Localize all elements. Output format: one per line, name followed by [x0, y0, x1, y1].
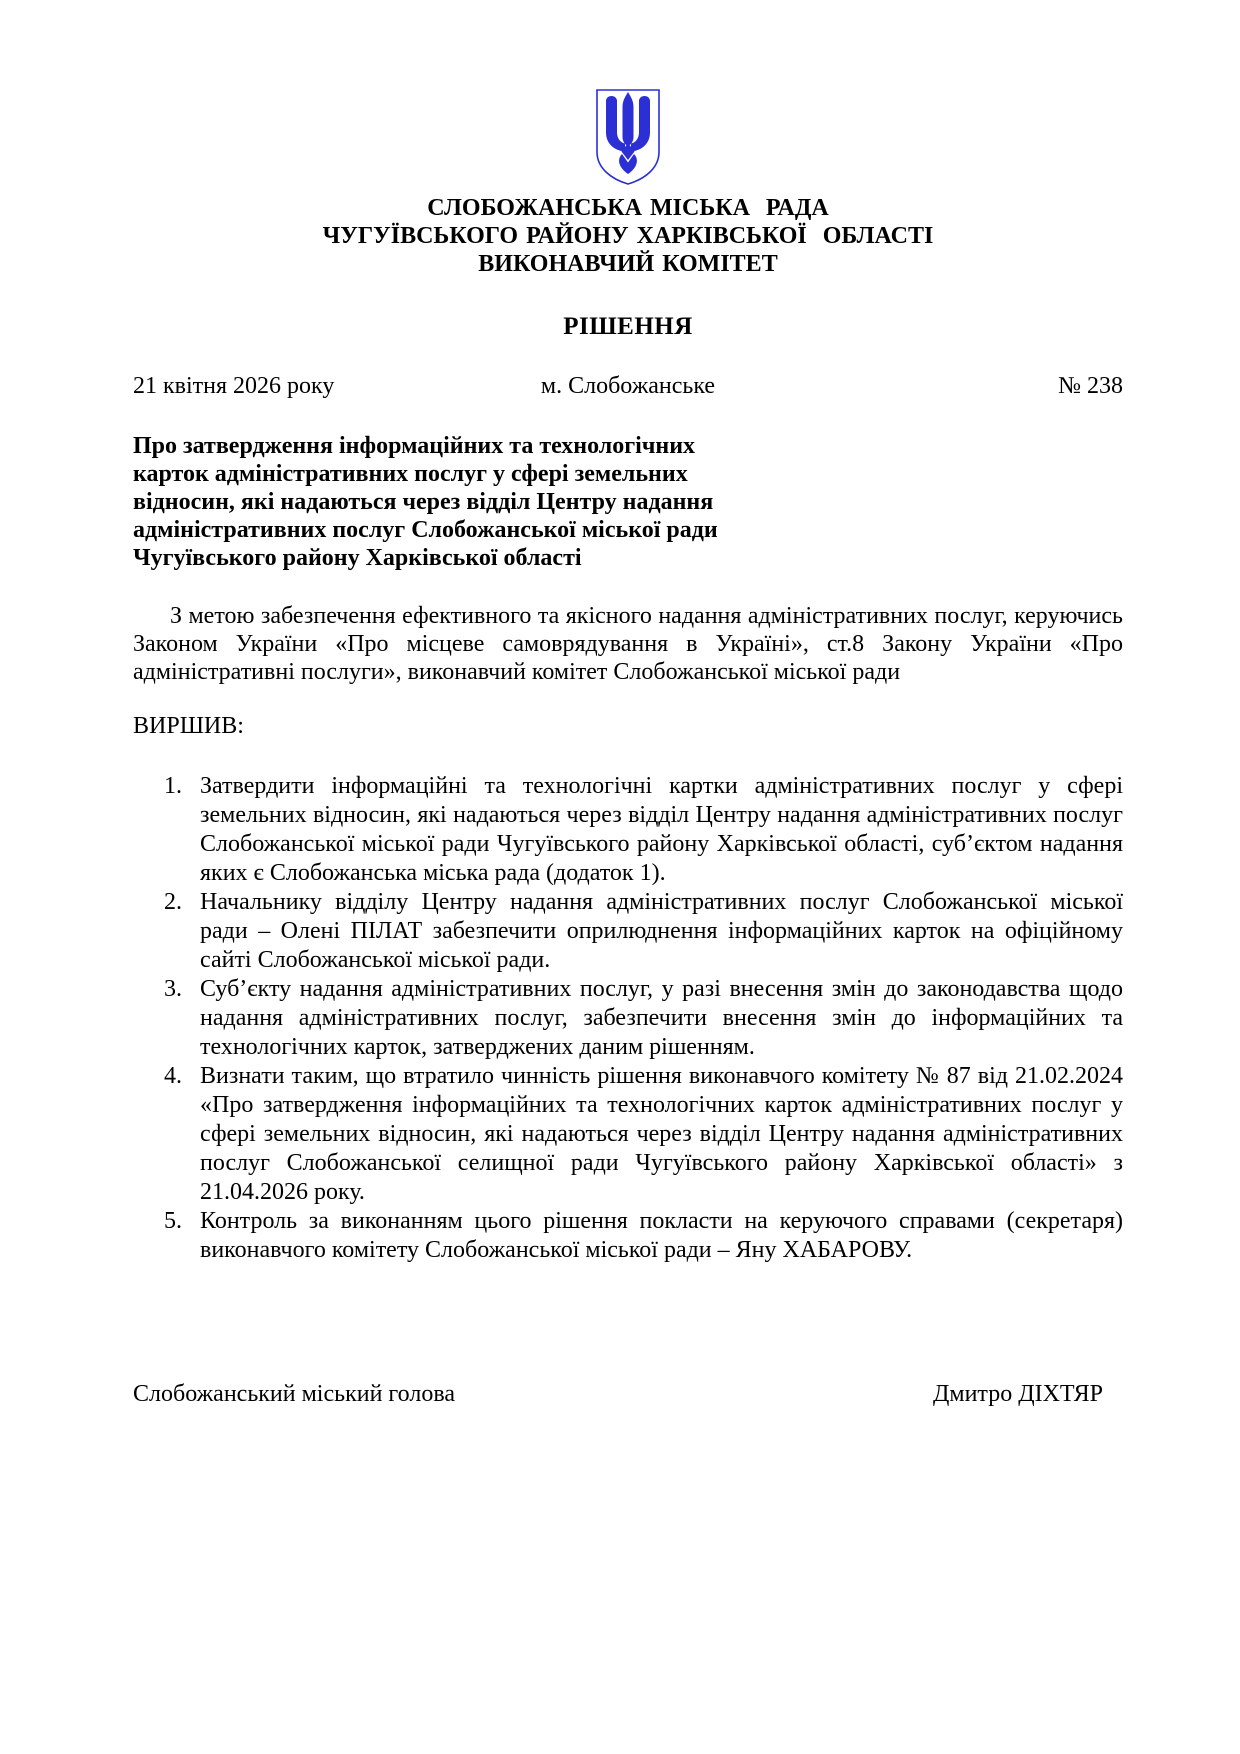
- subject-line: Чугуївського району Харківської області: [133, 545, 582, 571]
- org-name-line-3: ВИКОНАВЧИЙ КОМІТЕТ: [478, 251, 778, 277]
- subject-line: Про затвердження інформаційних та технологічних: [133, 433, 696, 459]
- org-name-line-2: ЧУГУЇВСЬКОГО РАЙОНУ ХАРКІВСЬКОЇ ОБЛАСТІ: [322, 223, 934, 249]
- document-date: 21 квітня 2026 року: [133, 373, 335, 399]
- document-type-title: РІШЕННЯ: [563, 313, 693, 340]
- resolution-item-4: Визнати таким, що втратило чинність рішення виконавчого комітету № 87 від 21.02.2024 «Про затвердження інформаційних та технологічних карток адміністративних послуг у сфері земельних відносин, які надаються через відділ Центру надання адміністративних послуг Слобожанської селищної ради Чугуївського району Харківської області» з 21.04.2026 року.: [200, 1063, 1123, 1205]
- document-meta-row: [133, 372, 1123, 400]
- resolution-list: [133, 772, 1123, 1265]
- org-name-line-1: СЛОБОЖАНСЬКА МІСЬКА РАДА: [427, 195, 829, 221]
- signature-title: Слобожанський міський голова: [133, 1381, 455, 1407]
- intro-paragraph: З метою забезпечення ефективного та якісного надання адміністративних послуг, керуючись Законом України «Про місцеве самоврядування в Україні», ст.8 Закону України «Про адміністративні послуги», виконавчий комітет Слобожанської міської ради: [133, 603, 1123, 685]
- signature-block: [133, 1380, 1123, 1408]
- signature-name: Дмитро ДІХТЯР: [933, 1381, 1103, 1407]
- subject-line: адміністративних послуг Слобожанської міської ради: [133, 517, 718, 543]
- document-header: [133, 88, 1123, 278]
- subject-line: карток адміністративних послуг у сфері земельних: [133, 461, 688, 487]
- resolution-item-1: Затвердити інформаційні та технологічні картки адміністративних послуг у сфері земельних відносин, які надаються через відділ Центру надання адміністративних послуг Слобожанської міської ради Чугуївського району Харківської області, суб’єктом надання яких є Слобожанська міська рада (додаток 1).: [200, 773, 1123, 886]
- subject-line: відносин, які надаються через відділ Центру надання: [133, 489, 714, 515]
- organization-name-block: [133, 194, 1123, 278]
- emblem-trident-shape: [606, 92, 650, 174]
- ukraine-tryzub-emblem-icon: [595, 88, 661, 186]
- resolved-label: ВИРШИВ:: [133, 713, 244, 739]
- document-number: № 238: [1058, 373, 1123, 399]
- document-subject-block: [133, 432, 1123, 572]
- resolution-item-2: Начальнику відділу Центру надання адміністративних послуг Слобожанської міської ради – Олені ПІЛАТ забезпечити оприлюднення інформаційних карток на офіційному сайті Слобожанської міської ради.: [200, 889, 1123, 973]
- resolution-item-5: Контроль за виконанням цього рішення покласти на керуючого справами (секретаря) виконавчого комітету Слобожанської міської ради – Яну ХАБАРОВУ.: [200, 1208, 1123, 1263]
- document-place: м. Слобожанське: [540, 373, 716, 399]
- resolution-item-3: Суб’єкту надання адміністративних послуг, у разі внесення змін до законодавства щодо надання адміністративних послуг, забезпечити внесення змін до інформаційних та технологічних карток, затверджених даним рішенням.: [200, 976, 1123, 1060]
